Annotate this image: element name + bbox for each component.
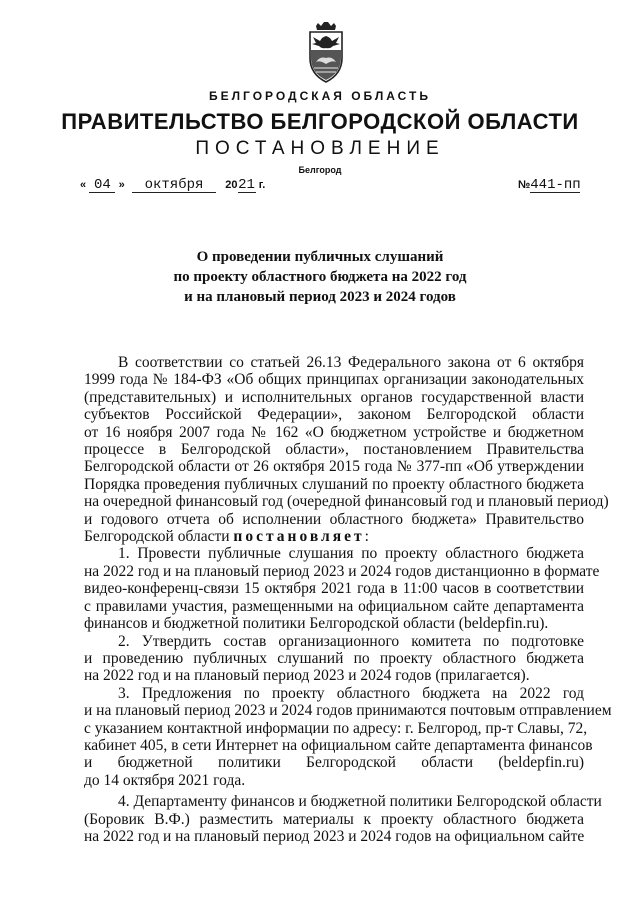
coat-of-arms-icon xyxy=(302,22,350,84)
body-line: с указанием контактной информации по адресу: г. Белгород, пр-т Славы, 72, xyxy=(84,719,588,737)
body-line: и проведению публичных слушаний по проекту областного бюджета xyxy=(84,649,584,667)
body-line: 3. Предложения по проекту областного бюджета на 2022 год xyxy=(118,684,584,702)
body-line: видео-конференц-связи 15 октября 2021 года в 11:00 часов в соответствии xyxy=(84,580,584,598)
resolution-keyword: постановляет xyxy=(233,528,365,546)
body-line: и годового отчета об исполнении областного бюджета» Правительство xyxy=(84,510,584,528)
body-line: до 14 октября 2021 года. xyxy=(84,771,246,789)
date-quote-close: » xyxy=(118,179,125,191)
resolution-colon: : xyxy=(364,528,369,546)
body-line: и бюджетной политики Белгородской области (beldepfin.ru) xyxy=(84,754,584,772)
resolution-prefix: Белгородской области xyxy=(84,528,230,546)
date-year-prefix: 20 xyxy=(225,179,238,191)
body-line: кабинет 405, в сети Интернет на официальном сайте департамента финансов xyxy=(84,736,593,754)
body-line: на 2022 год и на плановый период 2023 и 2024 годов (прилагается). xyxy=(84,667,530,685)
title-line: О проведении публичных слушаний xyxy=(196,249,444,265)
body-line: с правилами участия, размещенными на официальном сайте департамента xyxy=(84,597,584,615)
body-line-resolution xyxy=(84,528,584,545)
body-line: В соответствии со статьей 26.13 Федерального закона от 6 октября xyxy=(118,354,584,371)
body-line: процессе в Белгородской области», постановлением Правительства xyxy=(84,441,584,459)
document-date xyxy=(80,176,265,193)
document-number xyxy=(518,176,580,193)
date-quote-open: « xyxy=(80,179,87,191)
document-body xyxy=(84,354,612,845)
date-day: 04 xyxy=(89,178,115,193)
date-month: октября xyxy=(132,178,216,193)
body-line: от 16 ноября 2007 года № 162 «О бюджетном устройстве и бюджетном xyxy=(84,423,584,441)
body-line: на 2022 год и на плановый период 2023 и 2024 годов дистанционно в формате xyxy=(84,562,600,580)
region-name: БЕЛГОРОДСКАЯ ОБЛАСТЬ xyxy=(209,89,431,103)
government-name: ПРАВИТЕЛЬСТВО БЕЛГОРОДСКОЙ ОБЛАСТИ xyxy=(61,109,579,134)
body-line: 1999 года № 184-ФЗ «Об общих принципах организации законодательных xyxy=(84,371,584,389)
body-line: 1. Провести публичные слушания по проекту областного бюджета xyxy=(118,545,584,563)
body-line: финансов и бюджетной политики Белгородской области (beldepfin.ru). xyxy=(84,615,549,633)
number-value: 441-пп xyxy=(530,177,581,193)
body-line: и на плановый период 2023 и 2024 годов принимаются почтовым отправлением xyxy=(84,702,612,720)
body-line: (Боровик В.Ф.) разместить материалы к проекту областного бюджета xyxy=(84,810,584,828)
document-type: ПОСТАНОВЛЕНИЕ xyxy=(195,138,445,159)
body-line: 4. Департаменту финансов и бюджетной политики Белгородской области xyxy=(118,793,602,811)
city-name: Белгород xyxy=(298,165,342,175)
title-line: по проекту областного бюджета на 2022 год xyxy=(173,269,467,285)
document-title xyxy=(0,247,640,307)
body-line: Порядка проведения публичных слушаний по проекту областного бюджета xyxy=(84,475,584,493)
date-year-mark: г. xyxy=(258,179,266,191)
body-line: (представительных) и исполнительных органов государственной власти xyxy=(84,388,584,406)
body-line: 2. Утвердить состав организационного комитета по подготовке xyxy=(118,632,584,650)
body-line: на 2022 год и на плановый период 2023 и 2024 годов на официальном сайте xyxy=(84,827,585,845)
body-line: Белгородской области от 26 октября 2015 года № 377-пп «Об утверждении xyxy=(84,458,584,476)
number-label: № xyxy=(518,179,531,191)
date-year-suffix: 21 xyxy=(238,177,255,193)
title-line: и на плановый период 2023 и 2024 годов xyxy=(184,289,456,305)
body-line: на очередной финансовый год (очередной финансовый год и плановый период) xyxy=(84,493,609,511)
body-line: субъектов Российской Федерации», законом Белгородской области xyxy=(84,406,584,424)
